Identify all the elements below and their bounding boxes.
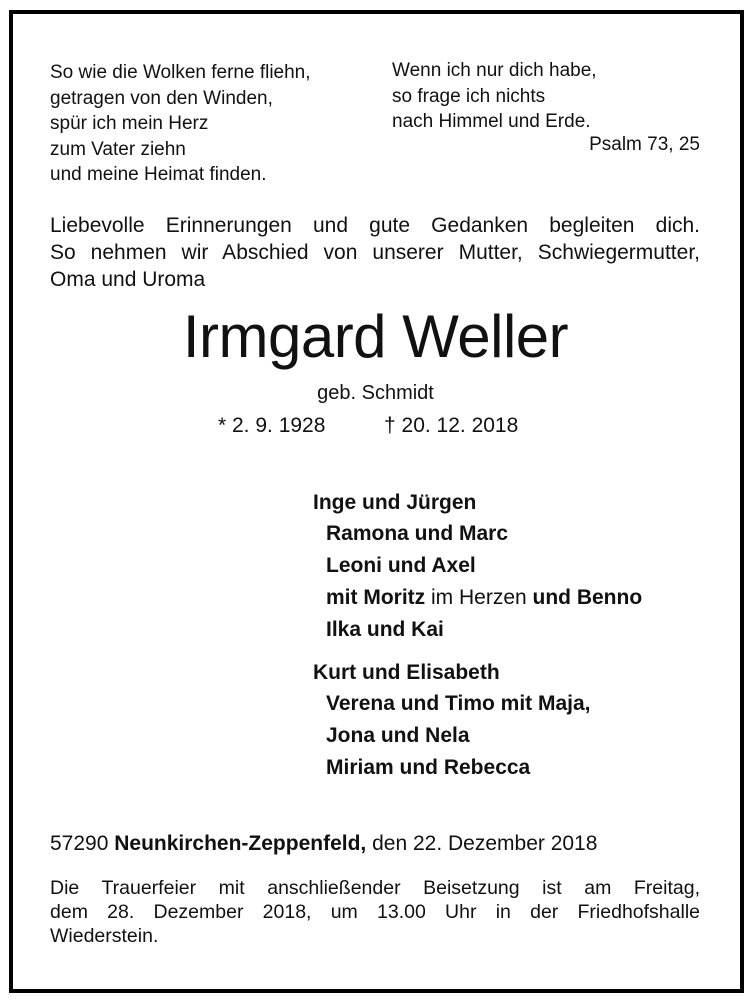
- family-member: Jona und Nela: [326, 724, 470, 747]
- date-text: den 22. Dezember 2018: [366, 832, 598, 855]
- intro-line-3: Oma und Uroma: [50, 268, 206, 291]
- family-member: Verena und Timo mit Maja,: [326, 692, 591, 715]
- family-member: Ramona und Marc: [326, 522, 509, 545]
- poem-right-line: nach Himmel und Erde.: [392, 111, 591, 132]
- poem-left-line: und meine Heimat finden.: [50, 164, 267, 185]
- town-name: Neunkirchen-Zeppenfeld,: [114, 832, 367, 855]
- family-member: Leoni und Axel: [326, 554, 476, 577]
- poem-right-line: so frage ich nichts: [392, 85, 546, 107]
- date-born: * 2. 9. 1928: [218, 414, 326, 437]
- intro-line-1: Liebevolle Erinnerungen und gute Gedanken begleiten dich.: [50, 214, 700, 237]
- poem-right-line: Wenn ich nur dich habe,: [392, 60, 597, 81]
- notice-line-3: Wiederstein.: [50, 925, 159, 947]
- poem-left: [50, 60, 311, 188]
- poem-left-line: getragen von den Winden,: [50, 87, 273, 109]
- family-member-part: im Herzen: [425, 586, 533, 609]
- family-member: Miriam und Rebecca: [326, 756, 531, 779]
- poem-left-line: spür ich mein Herz: [50, 113, 209, 134]
- poem-left-line: So wie die Wolken ferne fliehn,: [50, 62, 311, 83]
- family-member-mixed: [326, 586, 642, 610]
- intro-line-2: So nehmen wir Abschied von unserer Mutter, Schwiegermutter,: [50, 241, 700, 264]
- notice-line-1: Die Trauerfeier mit anschließender Beisetzung ist am Freitag,: [50, 877, 700, 899]
- zip-code: 57290: [50, 832, 115, 855]
- place-date: [50, 832, 597, 856]
- family-head: Inge und Jürgen: [313, 491, 477, 514]
- psalm-reference: Psalm 73, 25: [589, 134, 700, 155]
- deceased-name: Irmgard Weller: [182, 303, 569, 370]
- family-head: Kurt und Elisabeth: [313, 661, 500, 684]
- birth-name: geb. Schmidt: [317, 382, 434, 404]
- family-member-part: mit Moritz: [326, 586, 426, 609]
- family-member-part: und Benno: [532, 586, 643, 609]
- poem-right: [392, 58, 597, 135]
- notice-line-2: dem 28. Dezember 2018, um 13.00 Uhr in der Friedhofshalle: [50, 901, 700, 923]
- poem-left-line: zum Vater ziehn: [50, 138, 186, 160]
- family-member: Ilka und Kai: [326, 618, 444, 641]
- date-died: † 20. 12. 2018: [384, 414, 519, 437]
